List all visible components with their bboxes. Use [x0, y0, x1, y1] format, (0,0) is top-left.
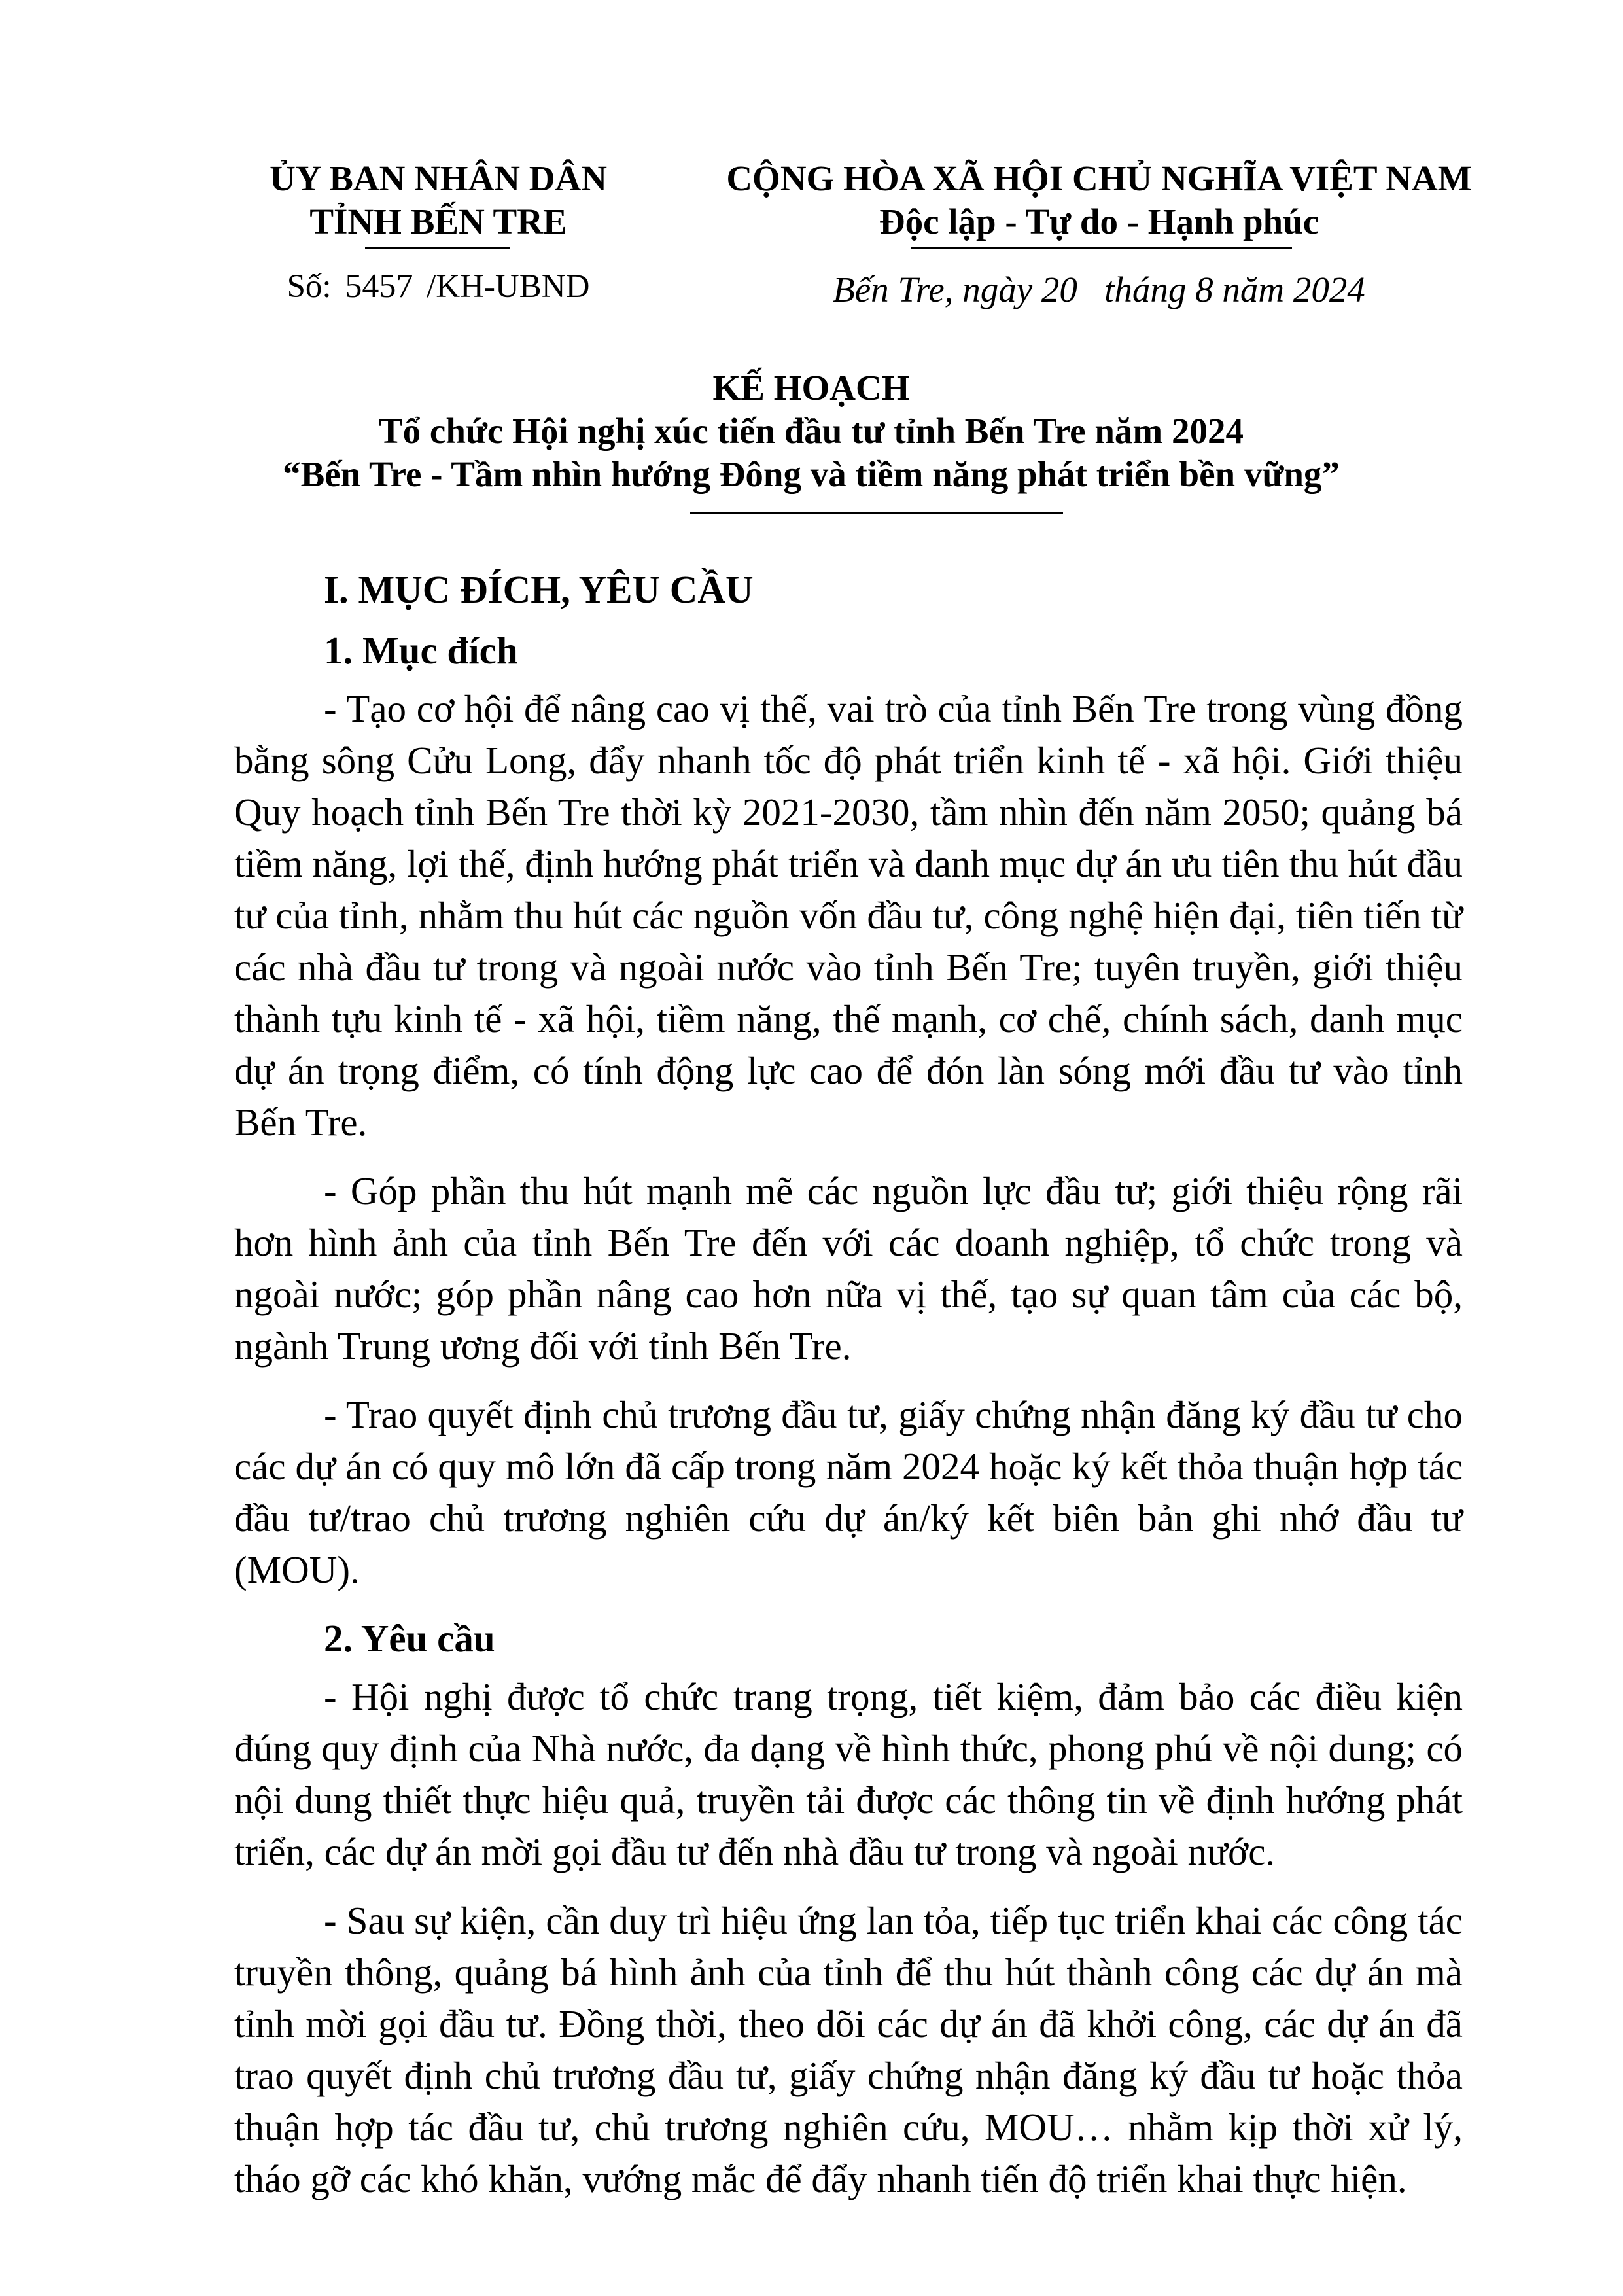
- title-line-2: “Bến Tre - Tầm nhìn hướng Đông và tiềm năng phát triển bền vững”: [283, 454, 1340, 494]
- paragraph: - Trao quyết định chủ trương đầu tư, giấy chứng nhận đăng ký đầu tư cho các dự án có quy mô lớn đã cấp trong năm 2024 hoặc ký kết thỏa thuận hợp tác đầu tư/trao chủ trương nghiên cứu dự án/ký kết biên bản ghi nhớ đầu tư (MOU).: [234, 1393, 1463, 1591]
- agency-line-1: ỦY BAN NHÂN DÂN: [270, 158, 607, 198]
- section-heading: I. MỤC ĐÍCH, YÊU CẦU: [324, 568, 754, 611]
- paragraph: - Hội nghị được tổ chức trang trọng, tiết kiệm, đảm bảo các điều kiện đúng quy định của Nhà nước, đa dạng về hình thức, phong phú về nội dung; có nội dung thiết thực hiệu quả, truyền tải được các thông tin về định hướng phát triển, các dự án mời gọi đầu tư đến nhà đầu tư trong và ngoài nước.: [234, 1675, 1463, 1873]
- document-type: KẾ HOẠCH: [712, 368, 910, 408]
- agency-line-2: TỈNH BẾN TRE: [309, 202, 567, 241]
- nation-motto: Độc lập - Tự do - Hạnh phúc: [879, 202, 1319, 241]
- document-number: [249, 265, 628, 308]
- paragraph: - Góp phần thu hút mạnh mẽ các nguồn lực đầu tư; giới thiệu rộng rãi hơn hình ảnh của tỉnh Bến Tre đến với các doanh nghiệp, tổ chức trong và ngoài nước; góp phần nâng cao hơn nữa vị thế, tạo sự quan tâm của các bộ, ngành Trung ương đối với tỉnh Bến Tre.: [234, 1169, 1463, 1368]
- subsection-heading-requirements: 2. Yêu cầu: [324, 1617, 495, 1660]
- motto-underline: [911, 247, 1292, 249]
- number-prefix: Số:: [287, 268, 332, 305]
- paragraph: - Sau sự kiện, cần duy trì hiệu ứng lan tỏa, tiếp tục triển khai các công tác truyền thông, quảng bá hình ảnh của tỉnh để thu hút thành công các dự án mà tỉnh mời gọi đầu tư. Đồng thời, theo dõi các dự án đã khởi công, các dự án đã trao quyết định chủ trương đầu tư, giấy chứng nhận đăng ký đầu tư hoặc thỏa thuận hợp tác đầu tư, chủ trương nghiên cứu, MOU… nhằm kịp thời xử lý, tháo gỡ các khó khăn, vướng mắc để đẩy nhanh tiến độ triển khai thực hiện.: [234, 1899, 1463, 2200]
- subsection-heading-purpose: 1. Mục đích: [324, 629, 518, 672]
- national-motto: [687, 157, 1511, 243]
- issuing-agency: [249, 157, 628, 243]
- document-title: [196, 366, 1426, 496]
- title-underline: [690, 512, 1063, 514]
- agency-underline: [365, 247, 510, 249]
- number-value: 5457: [345, 268, 413, 305]
- number-suffix: /KH-UBND: [427, 268, 590, 305]
- title-line-1: Tổ chức Hội nghị xúc tiến đầu tư tỉnh Bến Tre năm 2024: [378, 411, 1244, 451]
- document-body: [234, 564, 1463, 2222]
- place-date: Bến Tre, ngày 20 tháng 8 năm 2024: [833, 270, 1365, 309]
- paragraph: - Tạo cơ hội để nâng cao vị thế, vai trò của tỉnh Bến Tre trong vùng đồng bằng sông Cửu Long, đẩy nhanh tốc độ phát triển kinh tế - xã hội. Giới thiệu Quy hoạch tỉnh Bến Tre thời kỳ 2021-2030, tầm nhìn đến năm 2050; quảng bá tiềm năng, lợi thế, định hướng phát triển và danh mục dự án ưu tiên thu hút đầu tư của tỉnh, nhằm thu hút các nguồn vốn đầu tư, công nghệ hiện đại, tiên tiến từ các nhà đầu tư trong và ngoài nước vào tỉnh Bến Tre; tuyên truyền, giới thiệu thành tựu kinh tế - xã hội, tiềm năng, thế mạnh, cơ chế, chính sách, danh mục dự án trọng điểm, có tính động lực cao để đón làn sóng mới đầu tư vào tỉnh Bến Tre.: [234, 687, 1463, 1144]
- nation-name: CỘNG HÒA XÃ HỘI CHỦ NGHĨA VIỆT NAM: [726, 158, 1472, 198]
